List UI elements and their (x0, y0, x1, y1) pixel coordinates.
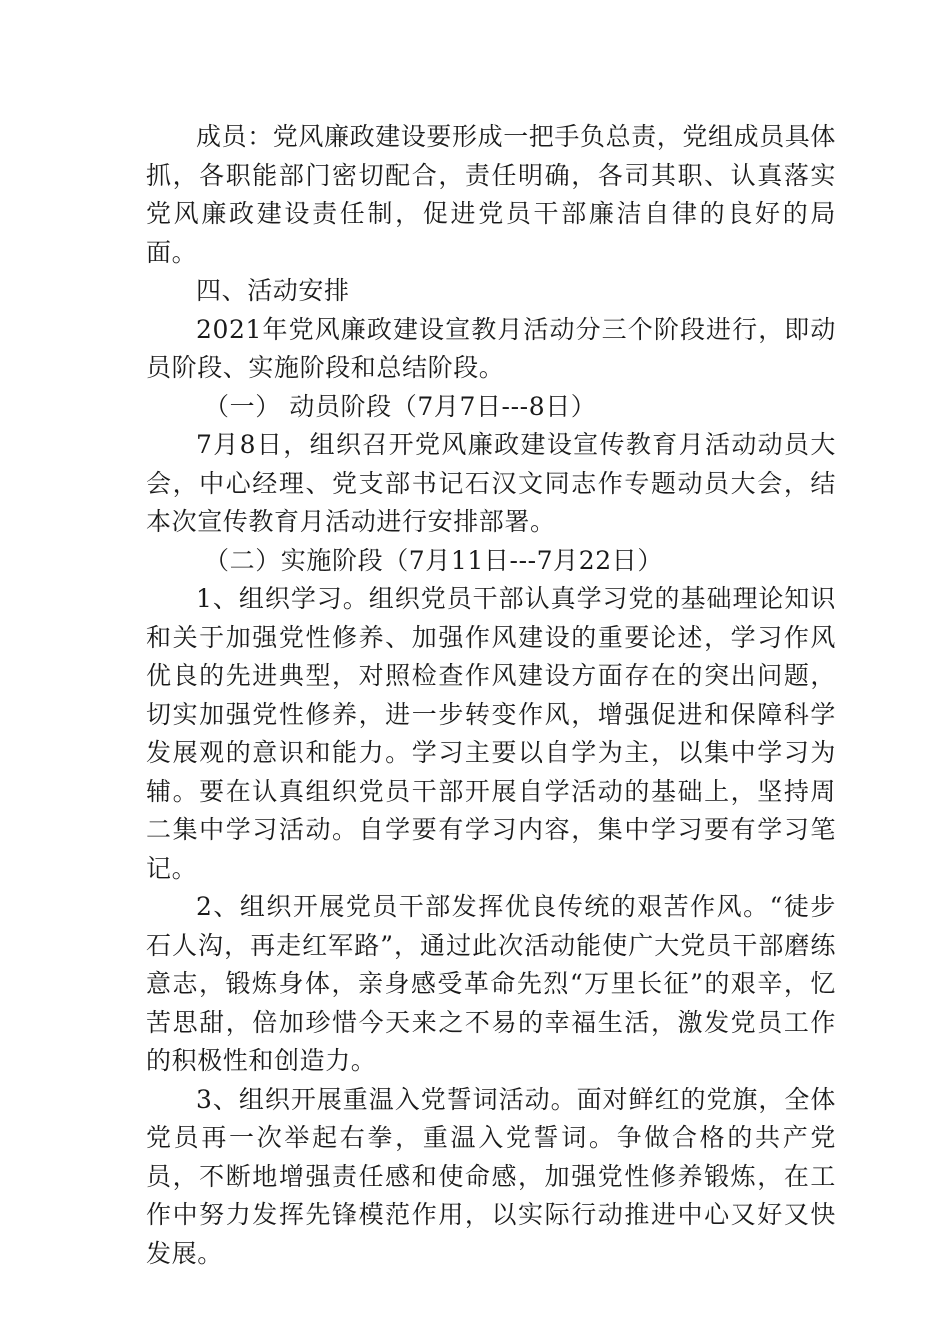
paragraph-hardworking-style: 2、组织开展党员干部发挥优良传统的艰苦作风。“徒步石人沟，再走红军路”，通过此次活动能使广大党员干部磨练意志，锻炼身体，亲身感受革命先烈“万里长征”的艰辛，忆苦思甜，倍加珍惜今天来之不易的幸福生活，激发党员工作的积极性和创造力。 (146, 892, 836, 1075)
section-heading-activity-arrangement: 四、活动安排 (196, 276, 350, 305)
paragraph-organize-study: 1、组织学习。组织党员干部认真学习党的基础理论知识和关于加强党性修养、加强作风建设的重要论述，学习作风优良的先进典型，对照检查作风建设方面存在的突出问题，切实加强党性修养，进一步转变作风，增强促进和保障科学发展观的意识和能力。学习主要以自学为主，以集中学习为辅。要在认真组织党员干部开展自学活动的基础上，坚持周二集中学习活动。自学要有学习内容，集中学习要有学习笔记。 (146, 584, 836, 883)
paragraph-members: 成员：党风廉政建设要形成一把手负总责，党组成员具体抓，各职能部门密切配合，责任明确，各司其职、认真落实党风廉政建设责任制，促进党员干部廉洁自律的良好的局面。 (146, 122, 837, 267)
subheading-implementation-stage: （二）实施阶段（7月11日---7月22日） (204, 545, 663, 575)
paragraph-mobilization-meeting: 7月8日，组织召开党风廉政建设宣传教育月活动动员大会，中心经理、党支部书记石汉文同志作专题动员大会，结本次宣传教育月活动进行安排部署。 (146, 430, 836, 536)
paragraph-oath-review: 3、组织开展重温入党誓词活动。面对鲜红的党旗，全体党员再一次举起右拳，重温入党誓词。争做合格的共产党员，不断地增强责任感和使命感，加强党性修养锻炼，在工作中努力发挥先锋模范作用，以实际行动推进中心又好又快发展。 (146, 1084, 836, 1268)
subheading-mobilization-stage: （一） 动员阶段（7月7日---8日） (204, 391, 597, 421)
paragraph-activity-overview: 2021年党风廉政建设宣教月活动分三个阶段进行，即动员阶段、实施阶段和总结阶段。 (146, 314, 836, 382)
document-body (146, 118, 836, 1273)
